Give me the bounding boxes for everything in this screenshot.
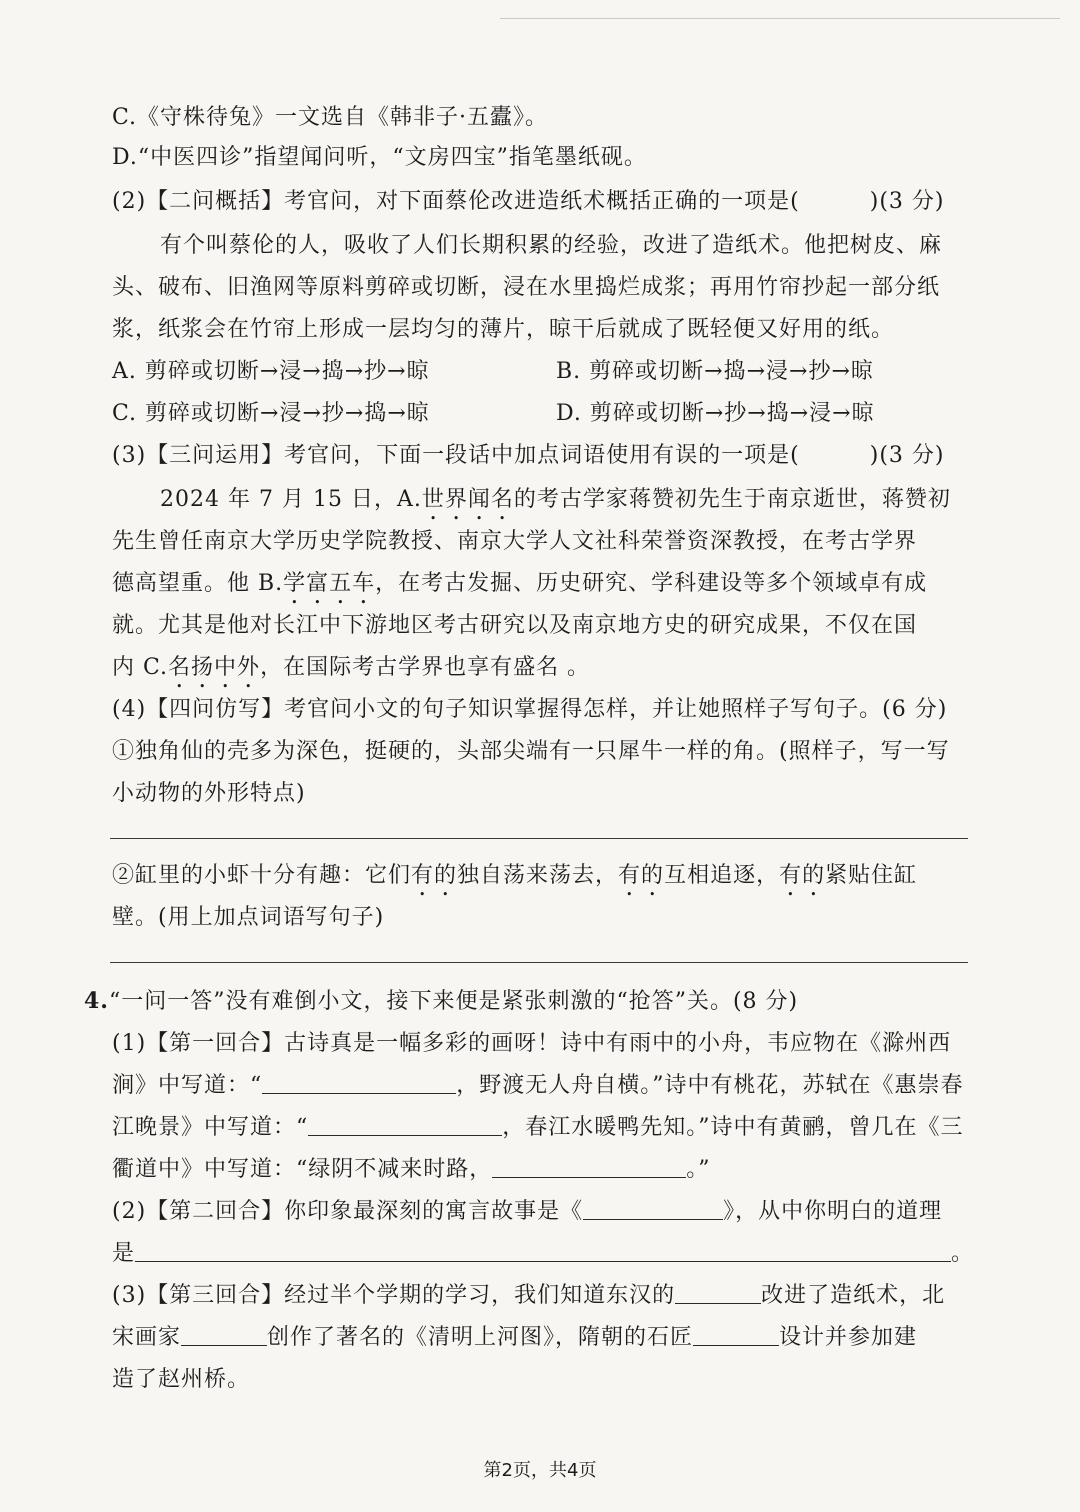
passage-3-line-2: 先生曾任南京大学历史学院教授、南京大学人文社科荣誉资深教授，在考古学界 (112, 529, 918, 554)
top-divider (500, 18, 1060, 19)
passage-3-line-1 (160, 482, 951, 525)
question-4-1-line-2: 小动物的外形特点) (112, 781, 306, 806)
dotted-word-youde: 有的 (411, 863, 458, 888)
passage-2-line-1: 有个叫蔡伦的人，吸收了人们长期积累的经验，改进了造纸术。他把树皮、麻 (160, 233, 943, 258)
question-4-stem: (4)【四问仿写】考官问小文的句子知识掌握得怎样，并让她照样子写句子。(6 分) (112, 697, 948, 722)
question-text: 。” (686, 1157, 711, 1182)
round-2-line-1 (112, 1194, 942, 1225)
dotted-word-youde: 有的 (779, 863, 826, 888)
round-3-line-3: 造了赵州桥。 (112, 1367, 251, 1392)
page-number: 第2页，共4页 (483, 1460, 597, 1481)
round-1-line-3 (112, 1110, 964, 1141)
question-4-2-line-1 (112, 858, 917, 901)
passage-2-line-2: 头、破布、旧渔网等原料剪碎或切断，浸在水里捣烂成浆；再用竹帘抄起一部分纸 (112, 275, 941, 300)
question-text: 宋画家 (112, 1325, 182, 1350)
passage-text: 内 C. (112, 655, 169, 680)
question-text: 独自荡来荡去， (457, 863, 619, 888)
question-text: 衢道中》中写道：“绿阴不减来时路， (112, 1157, 493, 1182)
passage-text: 2024 年 7 月 15 日，A. (160, 487, 422, 512)
section-4-title (84, 984, 798, 1015)
fill-blank-painter[interactable] (181, 1325, 267, 1346)
passage-text: ，在考古发掘、历史研究、学科建设等多个领域卓有成 (375, 571, 928, 596)
passage-3-line-3 (112, 566, 927, 609)
question-text: 紧贴住缸 (825, 863, 918, 888)
question-4-2-line-2: 壁。(用上加点词语写句子) (112, 905, 385, 930)
question-2-text: (2)【二问概括】考官问，对下面蔡伦改进造纸术概括正确的一项是( (112, 189, 800, 214)
fill-blank-fable[interactable] (583, 1199, 723, 1220)
question-3-score: )(3 分) (869, 443, 945, 468)
question-2-score: )(3 分) (869, 189, 945, 214)
question-text: 设计并参加建 (779, 1325, 918, 1350)
dotted-word-b: 学富五车 (283, 571, 376, 596)
question-text: 江晚景》中写道：“ (112, 1115, 309, 1140)
question-text: 互相追逐， (664, 863, 780, 888)
question-2-stem (112, 184, 945, 215)
section-text: “一问一答”没有难倒小文，接下来便是紧张刺激的“抢答”关。(8 分) (108, 989, 799, 1014)
fill-blank-poem-2[interactable] (308, 1115, 502, 1136)
passage-text: 德高望重。他 B. (112, 571, 284, 596)
passage-2-line-3: 浆，纸浆会在竹帘上形成一层均匀的薄片，晾干后就成了既轻便又好用的纸。 (112, 317, 895, 342)
passage-3-line-4: 就。尤其是他对长江中下游地区考古研究以及南京地方史的研究成果，不仅在国 (112, 613, 918, 638)
dotted-word-c: 名扬中外 (168, 655, 261, 680)
dotted-word-a: 世界闻名 (421, 487, 514, 512)
choice-b: B. 剪碎或切断→捣→浸→抄→晾 (556, 359, 874, 384)
question-text: 涧》中写道：“ (112, 1073, 263, 1098)
option-d-line: D.“中医四诊”指望闻问听，“文房四宝”指笔墨纸砚。 (112, 145, 647, 170)
question-text: ，春江水暖鸭先知。”诗中有黄鹂，曾几在《三 (502, 1115, 964, 1140)
passage-text: 的考古学家蒋赞初先生于南京逝世，蒋赞初 (513, 487, 951, 512)
fill-blank-craftsman[interactable] (693, 1325, 779, 1346)
option-c-line: C.《守株待兔》一文选自《韩非子·五蠹》。 (112, 105, 549, 130)
question-text: 。 (951, 1241, 975, 1266)
round-1-line-1: (1)【第一回合】古诗真是一幅多彩的画呀！诗中有雨中的小舟，韦应物在《滁州西 (112, 1031, 952, 1056)
question-4-1-line-1: ①独角仙的壳多为深色，挺硬的，头部尖端有一只犀牛一样的角。(照样子，写一写 (112, 739, 950, 764)
dotted-word-youde: 有的 (618, 863, 665, 888)
choice-d: D. 剪碎或切断→抄→捣→浸→晾 (556, 401, 875, 426)
fill-blank-lesson[interactable] (135, 1241, 951, 1262)
fill-blank-poem-3[interactable] (492, 1157, 686, 1178)
fill-blank-poem-1[interactable] (262, 1073, 456, 1094)
section-number: 4. (84, 988, 109, 1014)
answer-line-4-2[interactable] (110, 962, 968, 963)
passage-text: ，在国际考古学界也享有盛名 。 (260, 655, 591, 680)
question-3-stem (112, 438, 945, 469)
round-3-line-2 (112, 1320, 917, 1351)
question-text: 是 (112, 1241, 136, 1266)
question-text: 创作了著名的《清明上河图》，隋朝的石匠 (267, 1325, 694, 1350)
question-3-text: (3)【三问运用】考官问，下面一段话中加点词语使用有误的一项是( (112, 443, 800, 468)
choice-a: A. 剪碎或切断→浸→捣→抄→晾 (112, 359, 430, 384)
question-text: ②缸里的小虾十分有趣：它们 (112, 863, 412, 888)
round-3-line-1 (112, 1278, 945, 1309)
round-1-line-2 (112, 1068, 964, 1099)
question-text: (3)【第三回合】经过半个学期的学习，我们知道东汉的 (112, 1283, 676, 1308)
question-text: (2)【第二回合】你印象最深刻的寓言故事是《 (112, 1199, 584, 1224)
question-text: ，野渡无人舟自横。”诗中有桃花，苏轼在《惠崇春 (456, 1073, 964, 1098)
round-2-line-2 (112, 1236, 974, 1267)
round-1-line-4 (112, 1152, 711, 1183)
question-text: 改进了造纸术，北 (761, 1283, 946, 1308)
answer-line-4-1[interactable] (110, 838, 968, 839)
passage-3-line-5 (112, 650, 590, 693)
fill-blank-inventor[interactable] (675, 1283, 761, 1304)
question-text: 》，从中你明白的道理 (723, 1199, 943, 1224)
choice-c: C. 剪碎或切断→浸→抄→捣→晾 (112, 401, 430, 426)
